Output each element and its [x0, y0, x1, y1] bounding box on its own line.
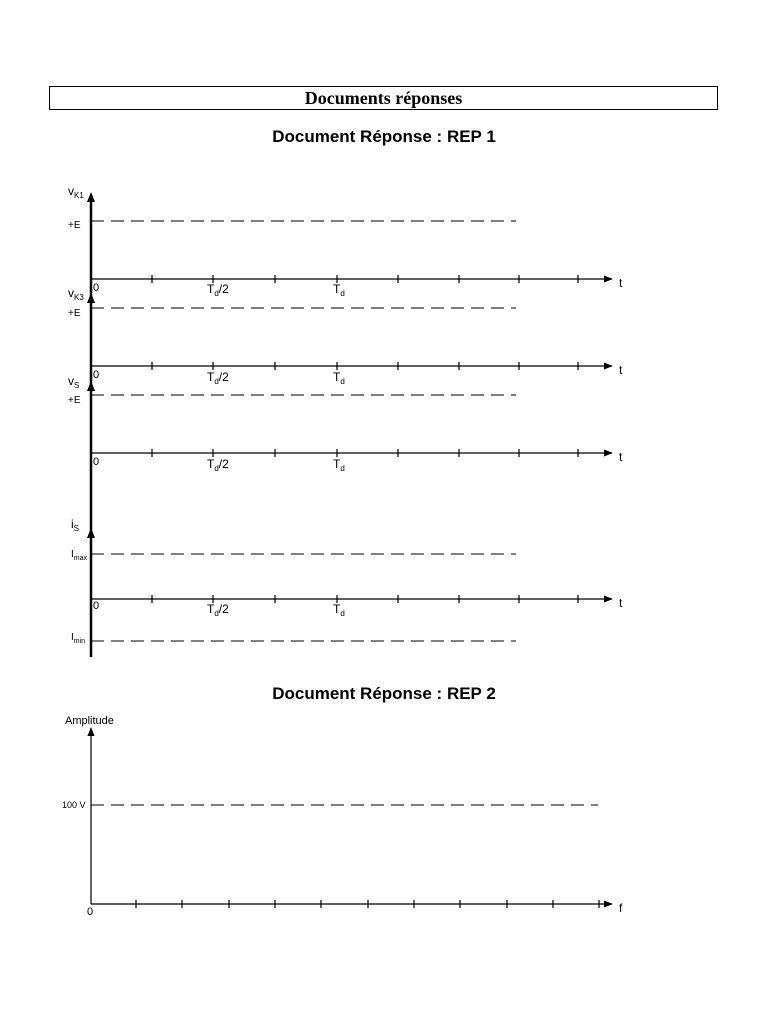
- plot-vk3-t-label: t: [619, 363, 623, 377]
- plot-is: [71, 517, 623, 645]
- rep1-arrow-is: [87, 528, 95, 538]
- rep2-plot: [62, 715, 623, 918]
- rep1-arrow-vs: [87, 381, 95, 391]
- plot-vk3-level-label: +E: [68, 308, 81, 319]
- plot-is-ylabel: $i_S$: [71, 517, 80, 533]
- rep2-level-label: 100 V: [62, 800, 86, 810]
- plot-is-t-label: t: [619, 596, 623, 610]
- plot-vs-ylabel: $v_S$: [68, 374, 80, 390]
- plot-vk1-level-label: +E: [68, 220, 81, 231]
- plot-vk1-t-half: $T_d/2$: [207, 282, 229, 298]
- plot-is-level2-label: $I_{min}$: [71, 632, 86, 645]
- plot-vk1-t-label: t: [619, 276, 623, 290]
- plot-vs-origin: 0: [93, 456, 100, 468]
- plot-vk3-t-full: $T_d$: [333, 370, 345, 386]
- plot-vs-t-half: $T_d/2$: [207, 457, 229, 473]
- rep2-origin: 0: [87, 906, 94, 918]
- plot-vs-level-label: +E: [68, 395, 81, 406]
- plot-is-origin: 0: [93, 600, 100, 612]
- rep1-title: Document Réponse : REP 1: [272, 127, 496, 146]
- plot-vk3-origin: 0: [93, 369, 100, 381]
- plot-vk1-origin: 0: [93, 282, 100, 294]
- rep2-title: Document Réponse : REP 2: [272, 684, 496, 703]
- header-title: Documents réponses: [304, 88, 463, 108]
- rep1-arrow-vk3: [87, 293, 95, 303]
- plot-vk3-ylabel: $v_{K3}$: [68, 286, 84, 302]
- plot-is-t-full: $T_d$: [333, 602, 345, 618]
- plot-is-level-label: $I_{max}$: [71, 549, 88, 562]
- rep2-f-label: f: [619, 901, 623, 915]
- rep1-arrow-vk1: [87, 192, 95, 202]
- plot-vk1-t-full: $T_d$: [333, 282, 345, 298]
- plot-vk1-ylabel: $v_{K1}$: [68, 184, 84, 200]
- plot-vs-t-label: t: [619, 450, 623, 464]
- plot-vs-t-full: $T_d$: [333, 457, 345, 473]
- rep2-y-label: Amplitude: [65, 715, 114, 727]
- plot-is-t-half: $T_d/2$: [207, 602, 229, 618]
- plot-vk3: [68, 286, 623, 386]
- plot-vk3-t-half: $T_d/2$: [207, 370, 229, 386]
- plot-vs: [68, 374, 623, 473]
- plot-vk1: [68, 184, 623, 298]
